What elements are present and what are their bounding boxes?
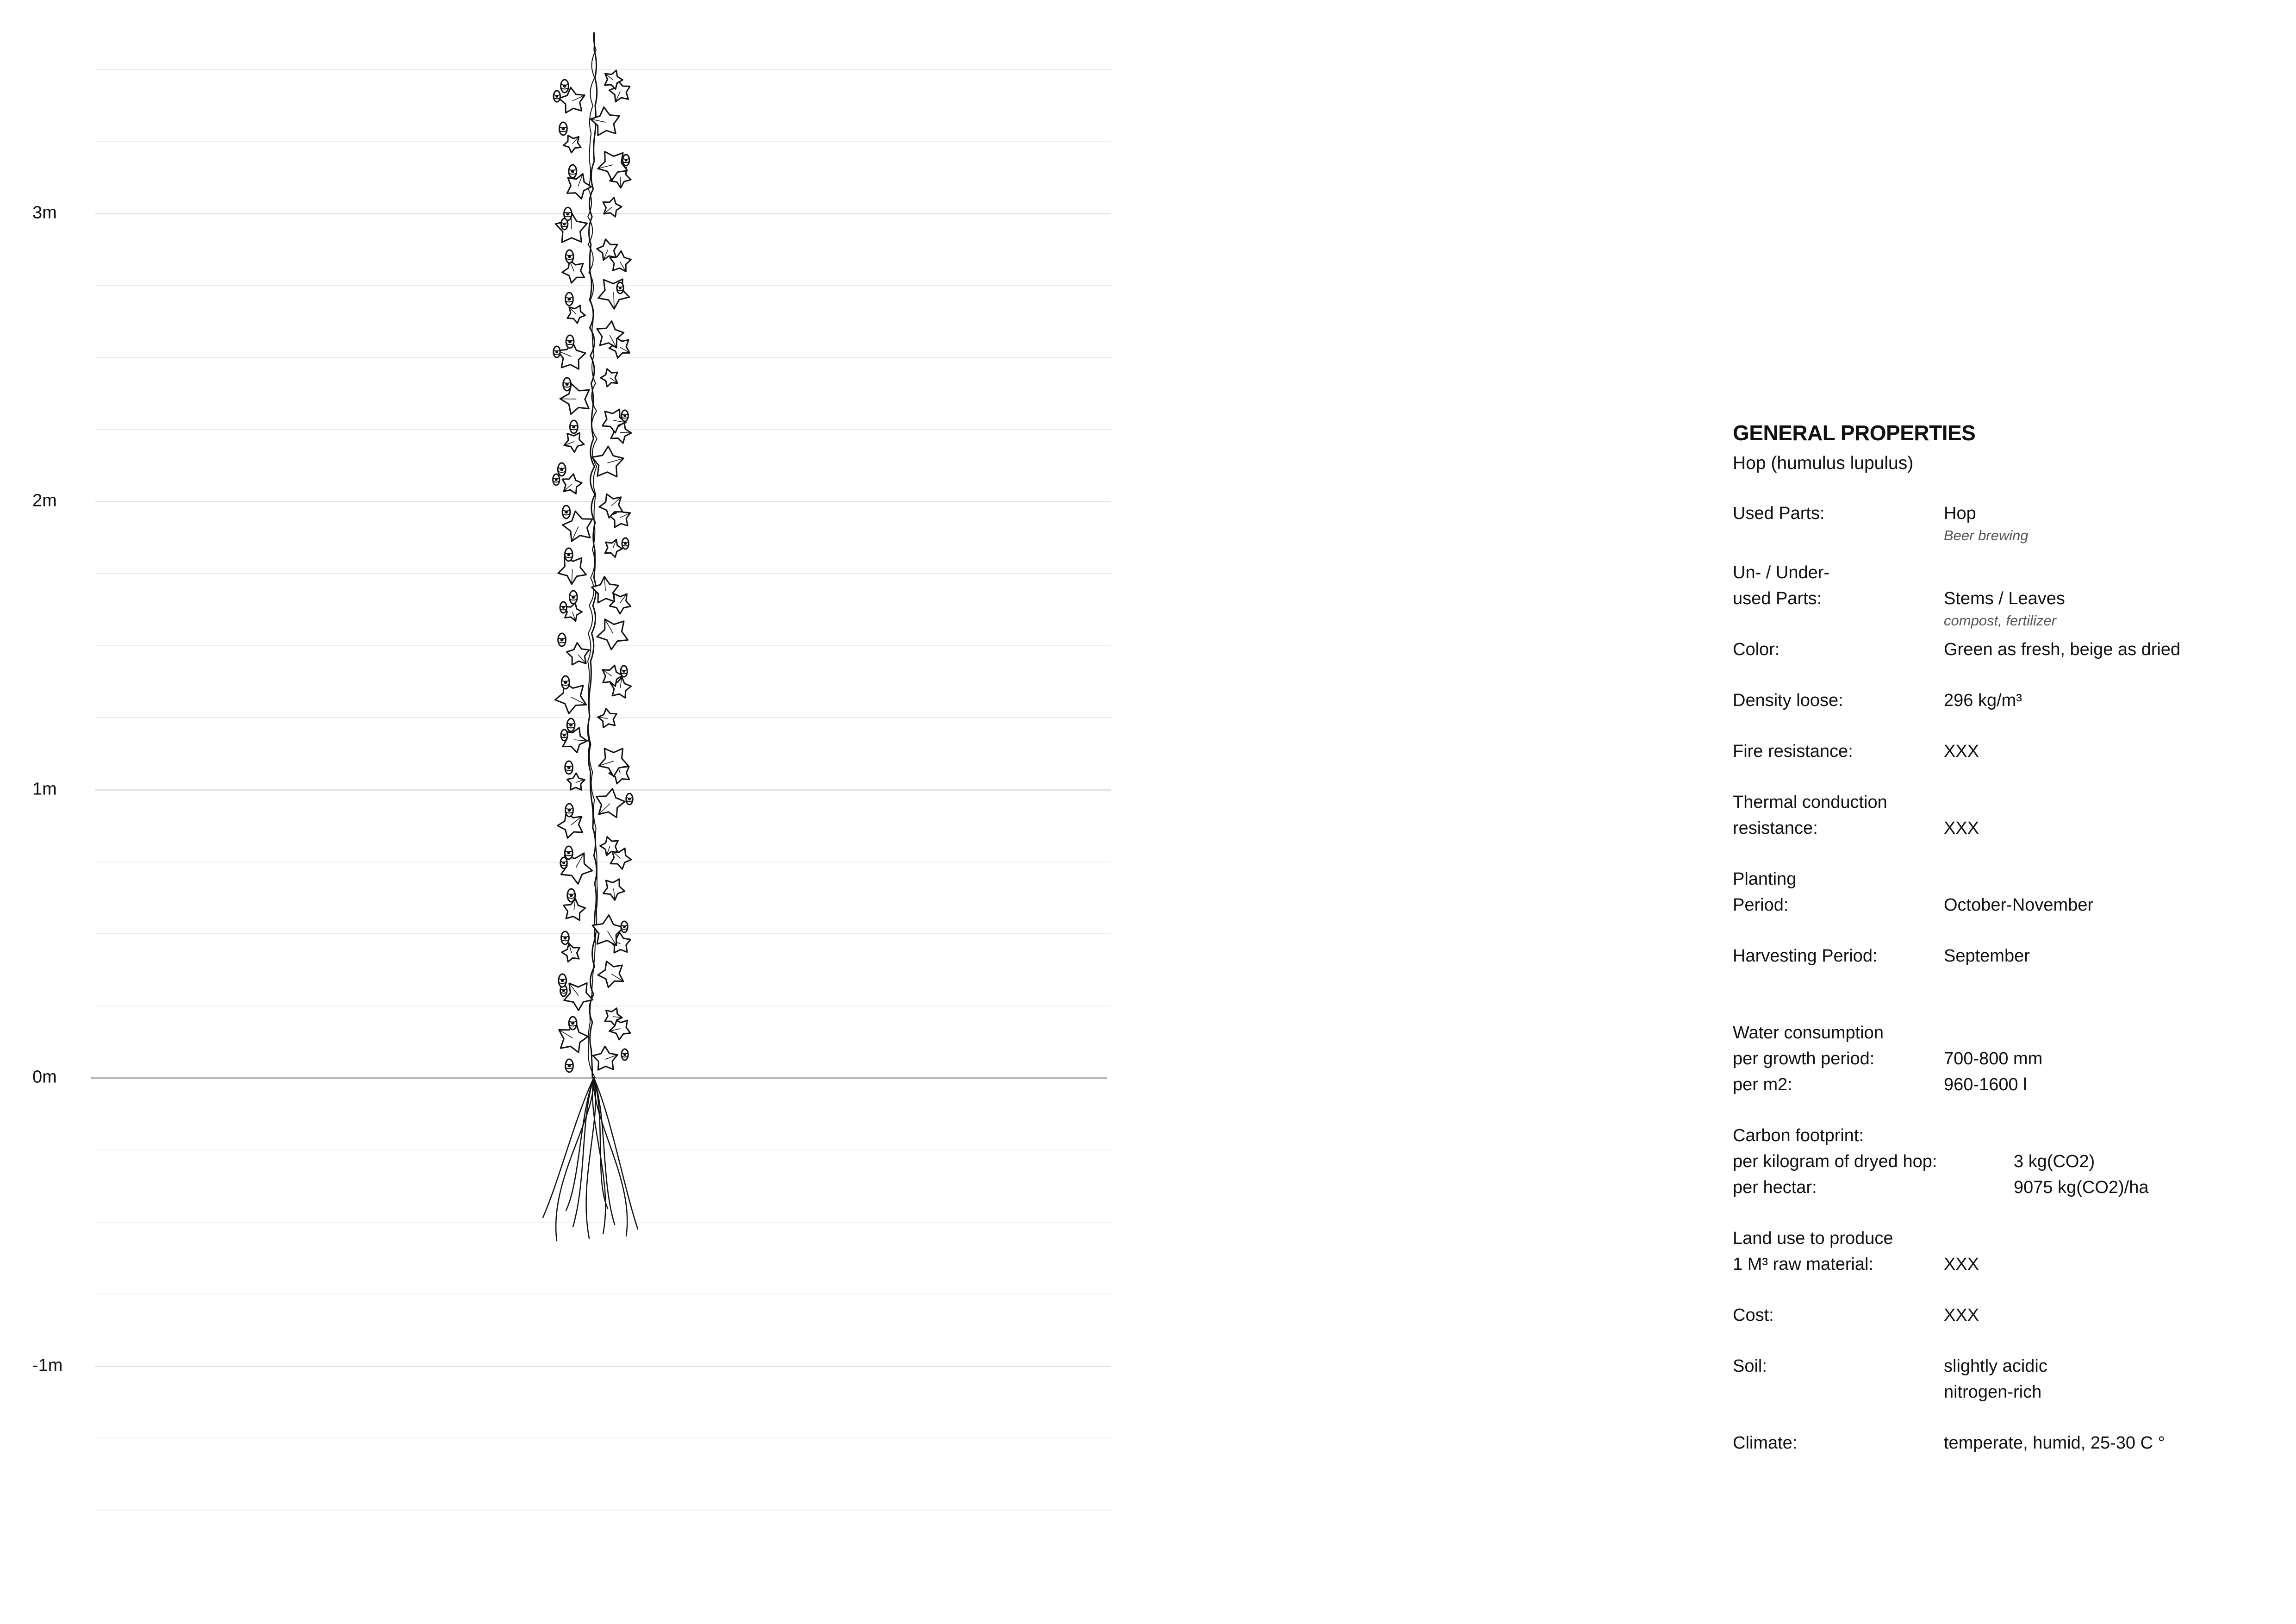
plant-name: Hop (humulus lupulus) — [1733, 453, 1914, 473]
color-row — [1733, 637, 2265, 662]
carbon-kg-value: 3 kg(CO2) — [2014, 1152, 2095, 1171]
planting-label-2: Period: — [1733, 895, 1789, 915]
used-parts-value — [1944, 500, 2028, 545]
underused-parts-label-2: used Parts: — [1733, 589, 1822, 608]
water-m2-value: 960-1600 l — [1944, 1075, 2027, 1094]
gridline — [95, 1293, 1111, 1294]
land-use-label-2: 1 M³ raw material: — [1733, 1255, 1874, 1274]
planting-value: October-November — [1944, 895, 2094, 915]
underused-parts-label-1: Un- / Under- — [1733, 563, 1830, 582]
soil-label: Soil: — [1733, 1356, 1767, 1376]
color-value: Green as fresh, beige as dried — [1944, 640, 2181, 659]
climate-row — [1733, 1430, 2265, 1456]
underused-parts-text: Stems / Leaves — [1944, 589, 2065, 608]
scale-label-minus-1m: -1m — [32, 1355, 63, 1375]
harvesting-label: Harvesting Period: — [1733, 946, 1878, 966]
cost-value: XXX — [1944, 1305, 1979, 1325]
used-parts-text: Hop — [1944, 504, 1976, 523]
hop-plant-icon — [500, 32, 694, 1245]
properties-panel — [1733, 419, 2265, 1456]
used-parts-label: Used Parts: — [1733, 504, 1825, 523]
used-parts-row — [1733, 500, 2265, 543]
cost-label: Cost: — [1733, 1305, 1774, 1325]
climate-label: Climate: — [1733, 1433, 1798, 1453]
water-label-2: per growth period: — [1733, 1049, 1875, 1068]
soil-spacer — [1733, 1379, 1941, 1405]
thermal-label-1: Thermal conduction — [1733, 793, 1887, 812]
underused-parts-row — [1733, 560, 2265, 629]
land-use-label-1: Land use to produce — [1733, 1229, 1893, 1248]
scale-label-1m: 1m — [32, 779, 57, 799]
land-use-value: XXX — [1944, 1255, 1979, 1274]
fire-resistance-value: XXX — [1944, 742, 1979, 761]
water-label-3: per m2: — [1733, 1075, 1792, 1094]
soil-row — [1733, 1353, 2265, 1405]
soil-value-1: slightly acidic — [1944, 1356, 2047, 1376]
properties-heading: GENERAL PROPERTIES — [1733, 421, 1976, 445]
underused-parts-note: compost, fertilizer — [1944, 612, 2056, 629]
density-value: 296 kg/m³ — [1944, 691, 2022, 710]
planting-label-1: Planting — [1733, 869, 1797, 889]
scale-label-0m: 0m — [32, 1067, 57, 1087]
fire-resistance-label: Fire resistance: — [1733, 742, 1853, 761]
carbon-label-1: Carbon footprint: — [1733, 1126, 1864, 1145]
water-growth-value: 700-800 mm — [1944, 1049, 2043, 1068]
harvesting-row — [1733, 943, 2265, 969]
soil-value-2: nitrogen-rich — [1944, 1382, 2042, 1402]
gridline — [95, 1437, 1111, 1438]
water-row — [1733, 1020, 2265, 1098]
scale-label-3m: 3m — [32, 203, 57, 223]
cost-row — [1733, 1302, 2265, 1328]
gridline — [95, 1510, 1111, 1511]
density-row — [1733, 687, 2265, 713]
climate-value: temperate, humid, 25-30 C ° — [1944, 1433, 2165, 1453]
scale-label-2m: 2m — [32, 491, 57, 511]
fire-resistance-row — [1733, 738, 2265, 764]
water-label-1: Water consumption — [1733, 1023, 1884, 1043]
color-label: Color: — [1733, 640, 1780, 659]
harvesting-value: September — [1944, 946, 2030, 966]
carbon-ha-value: 9075 kg(CO2)/ha — [2014, 1178, 2149, 1197]
carbon-label-2: per kilogram of dryed hop: — [1733, 1152, 1937, 1171]
thermal-label-2: resistance: — [1733, 818, 1818, 838]
density-label: Density loose: — [1733, 691, 1843, 710]
thermal-value: XXX — [1944, 818, 1979, 838]
planting-row — [1733, 866, 2265, 918]
thermal-row — [1733, 789, 2265, 841]
carbon-row — [1733, 1123, 2265, 1200]
gridline-minus-1m — [95, 1366, 1111, 1367]
carbon-label-3: per hectar: — [1733, 1178, 1817, 1197]
used-parts-note: Beer brewing — [1944, 527, 2028, 543]
land-use-row — [1733, 1225, 2265, 1277]
underused-parts-value — [1944, 586, 2065, 630]
